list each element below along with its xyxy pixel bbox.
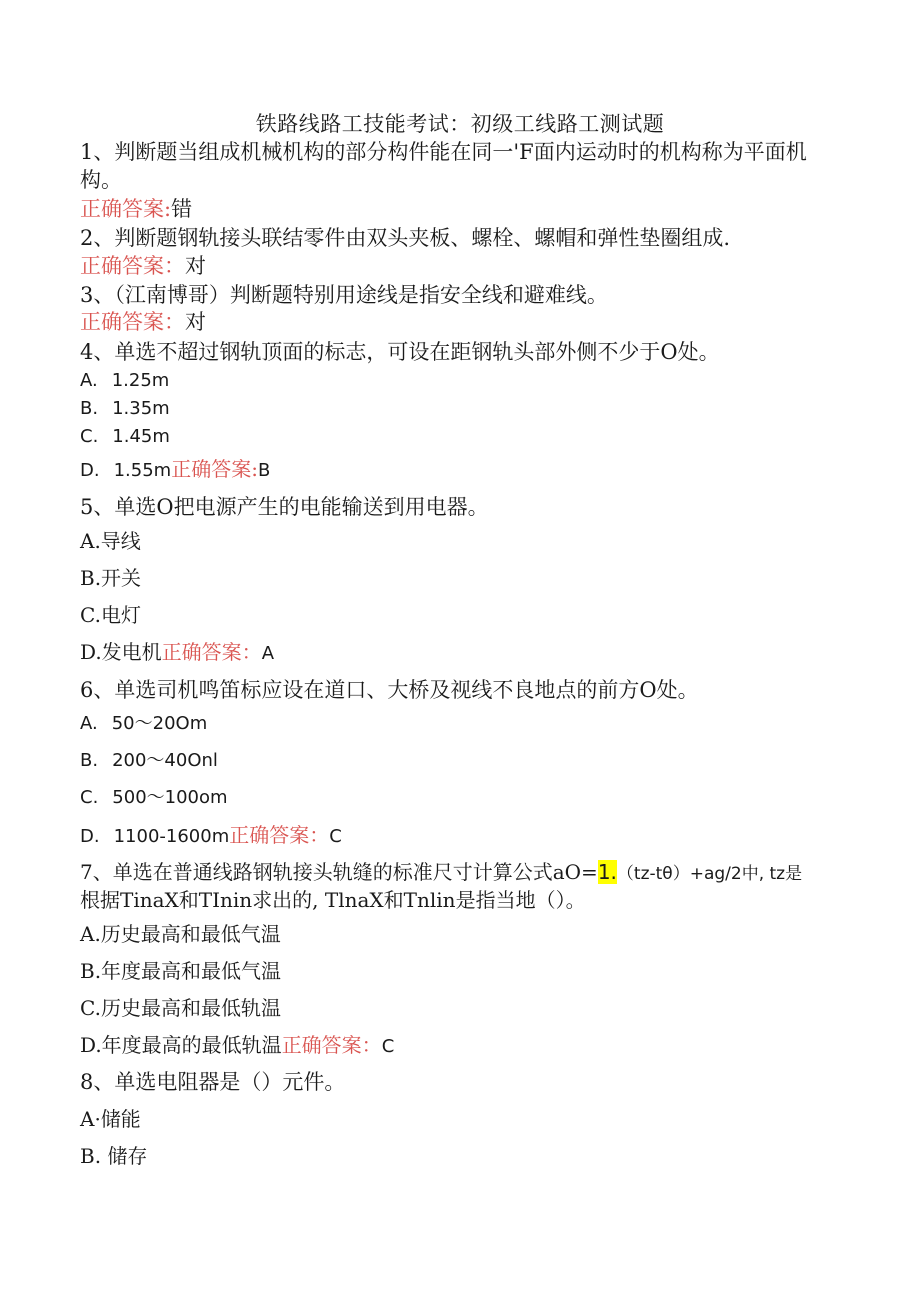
question-5-text: 5、单选O把电源产生的电能输送到用电器。 <box>80 495 489 519</box>
answer-value: 错 <box>171 197 193 221</box>
question-7-line-1 <box>80 858 802 888</box>
option-text: 1100-1600m <box>113 826 230 847</box>
answer-value: 对 <box>185 254 206 278</box>
answer-value: C <box>329 826 342 847</box>
option-letter: D. <box>80 826 100 847</box>
answer-label: 正确答案: <box>171 457 258 481</box>
answer-value: C <box>381 1036 395 1057</box>
answer-value: B <box>257 460 271 481</box>
question-5-option-c: C.电灯 <box>80 603 141 627</box>
question-3-text: 3、（江南博哥）判断题特别用途线是指安全线和避难线。 <box>80 283 608 307</box>
option-text: 1.35m <box>112 398 170 419</box>
option-text: 1.45m <box>112 426 170 447</box>
page-title: 铁路线路工技能考试：初级工线路工测试题 <box>255 112 665 136</box>
question-5-option-a: A.导线 <box>80 529 141 553</box>
option-text: 200～40Onl <box>112 750 218 771</box>
option-text: 500～100om <box>112 787 228 808</box>
question-8-option-b: B. 储存 <box>80 1144 148 1168</box>
option-letter: A. <box>80 370 98 391</box>
question-text: （tz-tθ）+ag/2中, tz是 <box>616 864 803 884</box>
answer-value: 对 <box>185 310 206 334</box>
question-5-option-b: B.开关 <box>80 566 142 590</box>
question-3-answer <box>80 308 206 336</box>
question-2-text: 2、判断题钢轨接头联结零件由双头夹板、螺栓、螺帽和弹性垫圈组成. <box>80 226 731 250</box>
question-4-option-d <box>80 455 270 485</box>
question-text: 7、单选在普通线路钢轨接头轨缝的标准尺寸计算公式aO= <box>80 860 598 884</box>
highlighted-text: 1. <box>597 860 617 884</box>
option-letter: B. <box>80 398 99 419</box>
question-1-line-1: 1、判断题当组成机械机构的部分构件能在同一'F面内运动时的机构称为平面机 <box>80 140 807 164</box>
answer-label: 正确答案： <box>229 823 330 847</box>
option-text: D.发电机 <box>80 640 162 664</box>
question-6-option-a <box>80 710 207 738</box>
question-4-option-a <box>80 367 169 395</box>
option-letter: C. <box>80 787 99 808</box>
question-4-option-c <box>80 423 170 451</box>
option-text: D.年度最高的最低轨温 <box>80 1033 282 1057</box>
option-letter: C. <box>80 426 99 447</box>
question-4-text: 4、单选不超过钢轨顶面的标志，可设在距钢轨头部外侧不少于O处。 <box>80 340 720 364</box>
answer-label: 正确答案： <box>161 640 262 664</box>
question-8-option-a: A·储能 <box>80 1107 141 1131</box>
question-6-option-b <box>80 747 218 775</box>
option-letter: A. <box>80 713 98 734</box>
question-7-option-a: A.历史最高和最低气温 <box>80 922 281 946</box>
question-6-option-d <box>80 821 342 851</box>
option-text: 1.25m <box>111 370 170 391</box>
question-7-option-c: C.历史最高和最低轨温 <box>80 996 281 1020</box>
option-text: 50～20Om <box>111 713 208 734</box>
question-7-line-2: 根据TinaX和TInin求出的, TlnaX和Tnlin是指当地（）。 <box>80 888 586 912</box>
answer-label: 正确答案： <box>281 1033 382 1057</box>
question-6-text: 6、单选司机鸣笛标应设在道口、大桥及视线不良地点的前方O处。 <box>80 678 699 702</box>
question-2-answer <box>80 252 206 280</box>
option-text: 1.55m <box>113 460 172 481</box>
option-letter: B. <box>80 750 99 771</box>
question-5-option-d <box>80 638 274 668</box>
answer-value: A <box>261 643 275 664</box>
option-letter: D. <box>80 460 100 481</box>
question-4-option-b <box>80 395 170 423</box>
question-7-option-b: B.年度最高和最低气温 <box>80 959 282 983</box>
question-1-line-2: 构。 <box>80 168 122 192</box>
answer-label: 正确答案： <box>80 254 185 278</box>
question-6-option-c <box>80 784 228 812</box>
answer-label: 正确答案: <box>80 197 172 221</box>
question-7-option-d <box>80 1031 394 1061</box>
question-8-text: 8、单选电阻器是（）元件。 <box>80 1070 346 1094</box>
question-1-answer <box>80 195 192 223</box>
answer-label: 正确答案： <box>80 310 185 334</box>
